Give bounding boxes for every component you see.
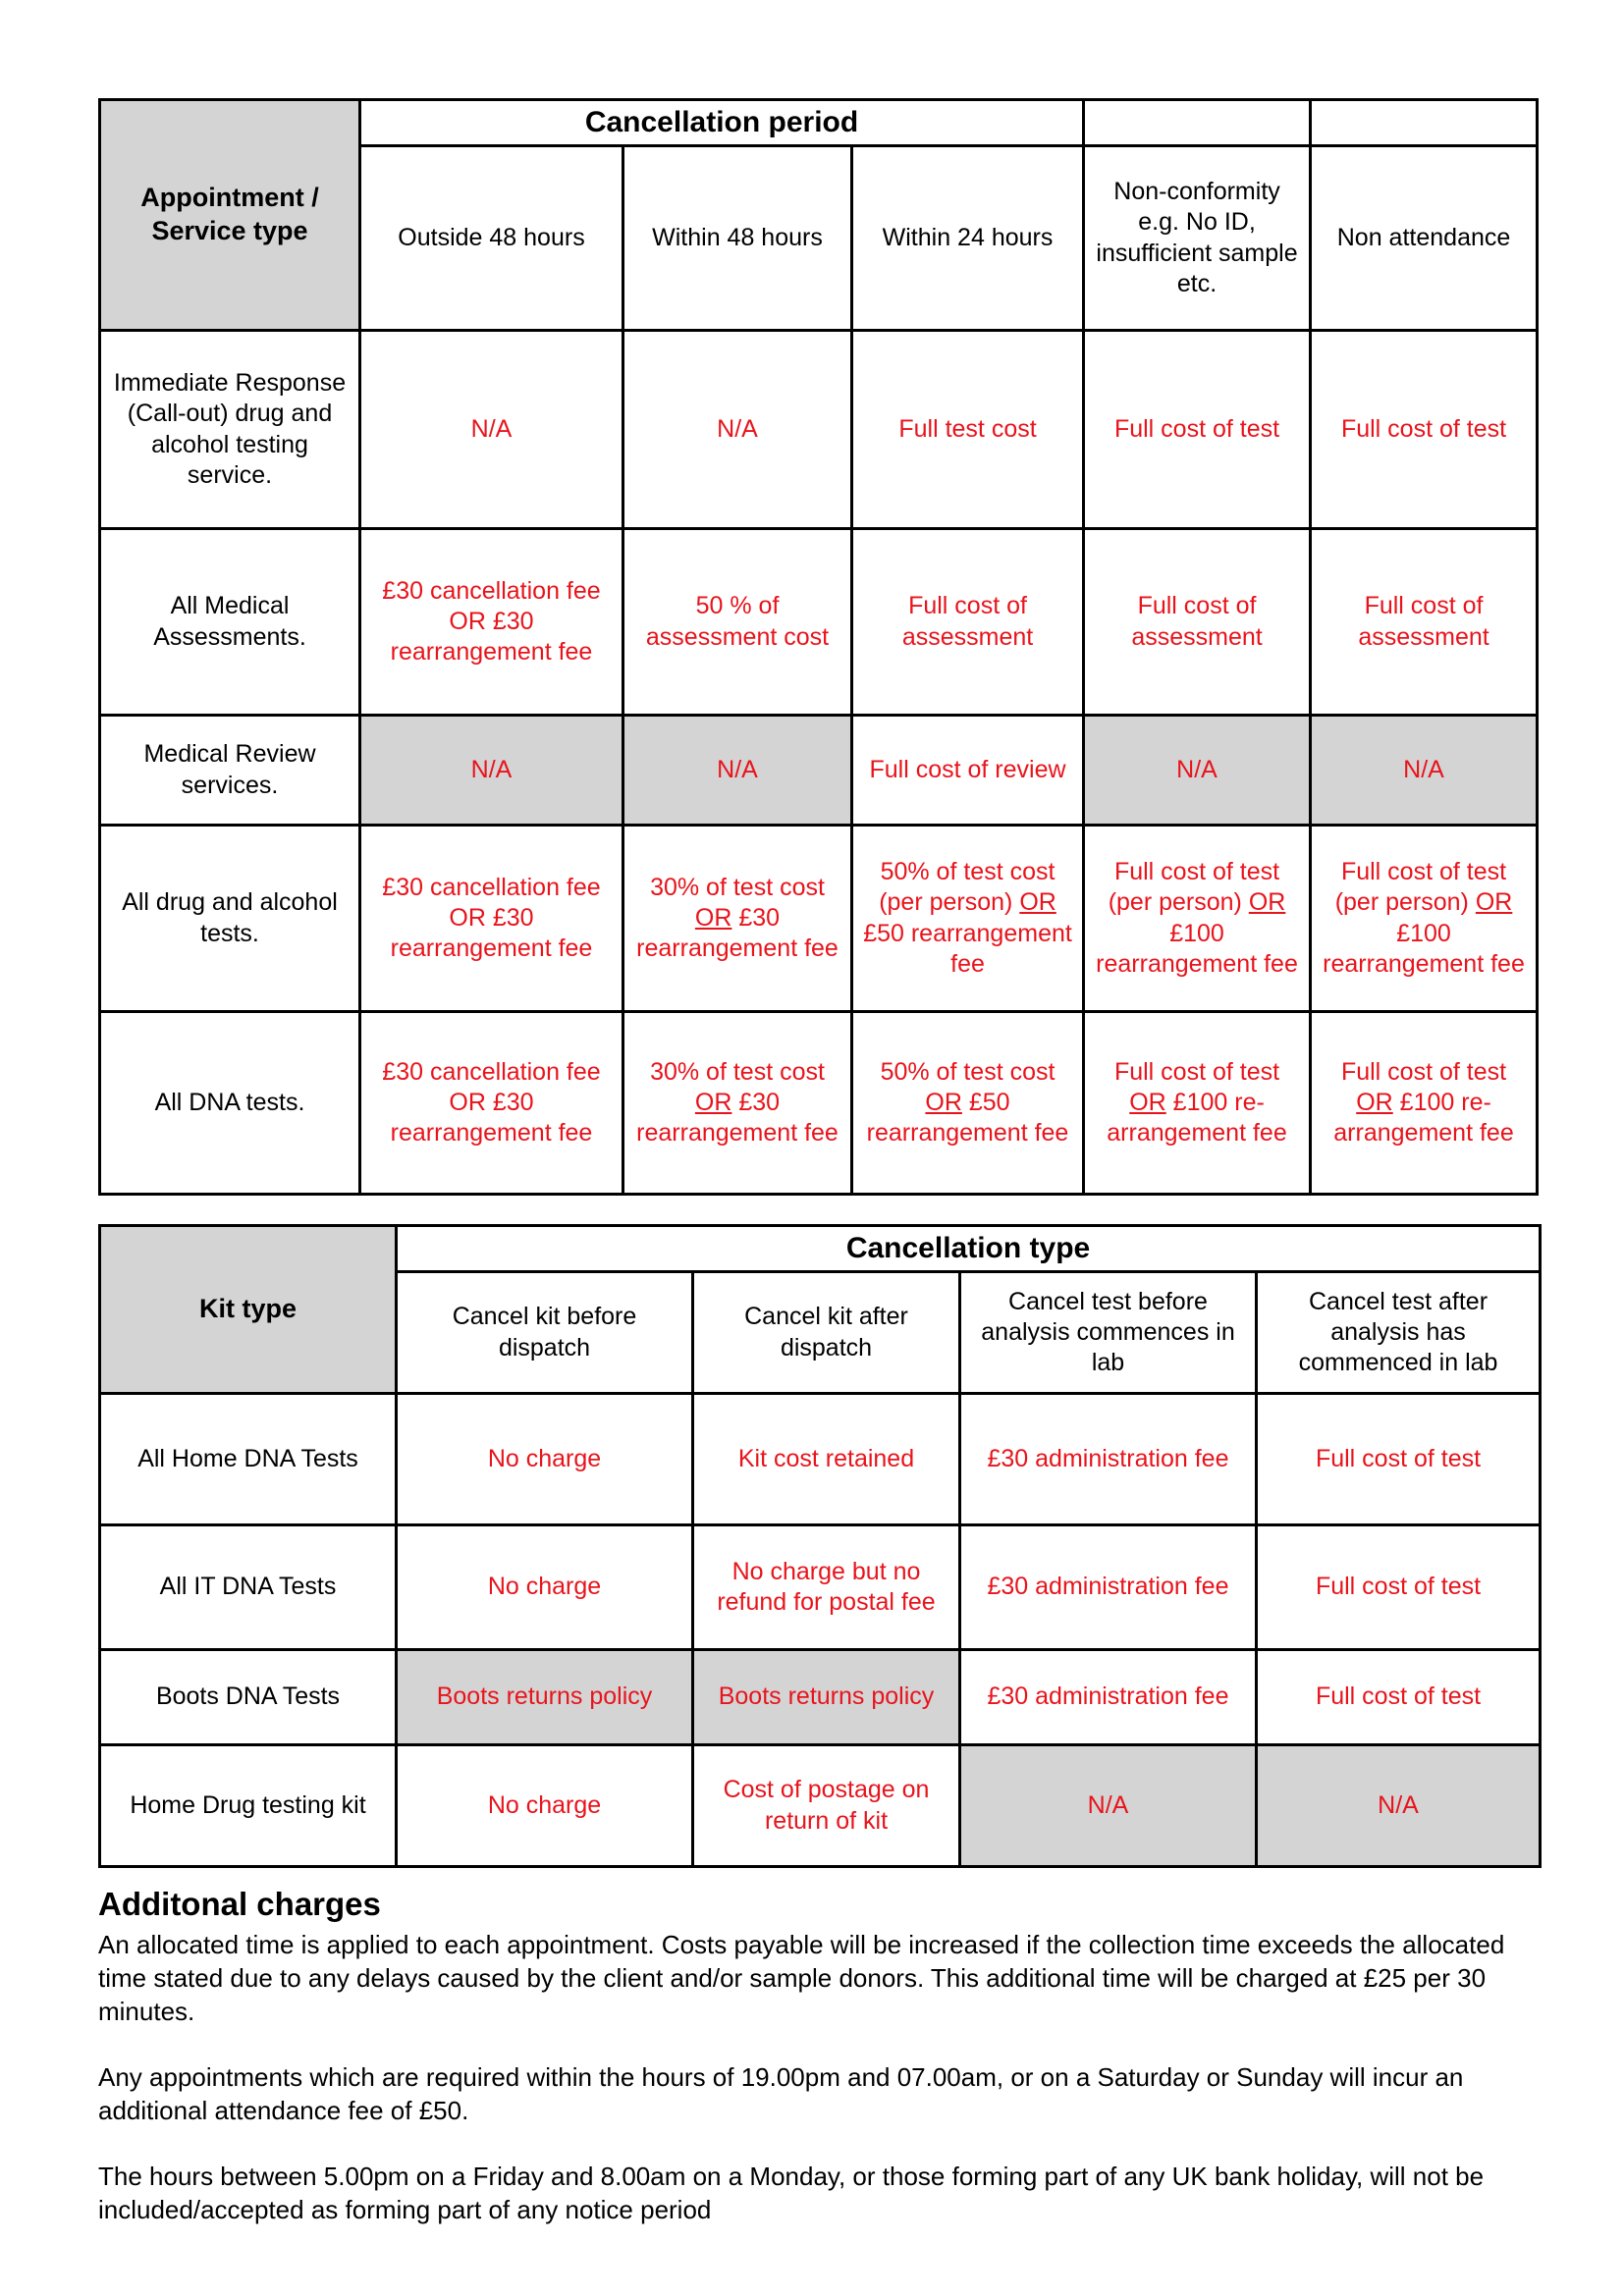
fee-cell: Boots returns policy xyxy=(397,1650,693,1745)
fee-cell: £30 cancellation fee OR £30 rearrangement fee xyxy=(360,1012,623,1195)
column-header: Non attendance xyxy=(1311,146,1538,331)
fee-cell: N/A xyxy=(1257,1745,1541,1867)
row-header: All Medical Assessments. xyxy=(100,529,360,716)
fee-cell: £30 cancellation fee OR £30 rearrangement fee xyxy=(360,529,623,716)
fee-cell: Full cost of assessment xyxy=(1084,529,1311,716)
fee-text: 30% of test cost xyxy=(650,873,825,901)
column-header: Non-conformity e.g. No ID, insufficient sample etc. xyxy=(1084,146,1311,331)
table-row xyxy=(100,331,1538,529)
fee-cell: N/A xyxy=(360,331,623,529)
fee-cell: Cost of postage on return of kit xyxy=(693,1745,960,1867)
table-row xyxy=(100,1745,1541,1867)
fee-text: £50 rearrangement fee xyxy=(866,1088,1069,1148)
column-header: Cancel test after analysis has commenced in lab xyxy=(1257,1272,1541,1394)
row-header: All Home DNA Tests xyxy=(100,1394,397,1525)
fee-cell xyxy=(623,826,852,1012)
fee-cell: N/A xyxy=(360,716,623,826)
fee-cell: £30 administration fee xyxy=(960,1394,1257,1525)
column-header: Within 24 hours xyxy=(852,146,1084,331)
fee-text: Full cost of test xyxy=(1340,1057,1507,1086)
fee-text: £30 rearrangement fee xyxy=(636,903,839,963)
fee-cell: N/A xyxy=(1084,716,1311,826)
fee-cell: Full cost of test xyxy=(1311,331,1538,529)
fee-text: £100 rearrangement fee xyxy=(1096,919,1298,978)
column-header: Outside 48 hours xyxy=(360,146,623,331)
row-header: Home Drug testing kit xyxy=(100,1745,397,1867)
fee-cell: N/A xyxy=(960,1745,1257,1867)
fee-cell: £30 administration fee xyxy=(960,1650,1257,1745)
fee-cell xyxy=(623,1012,852,1195)
fee-cell: N/A xyxy=(623,716,852,826)
row-header: All drug and alcohol tests. xyxy=(100,826,360,1012)
or-underlined: OR xyxy=(1248,888,1286,917)
cancellation-type-table xyxy=(98,1224,1542,1868)
fee-text: £100 re-arrangement fee xyxy=(1107,1088,1287,1148)
fee-text: £100 rearrangement fee xyxy=(1323,919,1525,978)
fee-text: £30 rearrangement fee xyxy=(636,1088,839,1148)
or-underlined: OR xyxy=(1356,1088,1393,1116)
table-row xyxy=(100,1525,1541,1650)
fee-cell: No charge xyxy=(397,1525,693,1650)
fee-cell: Full cost of test xyxy=(1257,1394,1541,1525)
additional-charges-section xyxy=(98,1887,1551,2259)
row-header: Boots DNA Tests xyxy=(100,1650,397,1745)
fee-cell: Boots returns policy xyxy=(693,1650,960,1745)
fee-text: Full cost of test xyxy=(1113,1057,1280,1086)
fee-text: 50% of test cost (per person) xyxy=(879,858,1056,917)
paragraph-out-of-hours: Any appointments which are required within the hours of 19.00pm and 07.00am, or on a Saturday or Sunday will incur an additional attendance fee of £50. xyxy=(98,2062,1464,2126)
row-header: Immediate Response (Call-out) drug and alcohol testing service. xyxy=(100,331,360,529)
table-row xyxy=(100,529,1538,716)
fee-cell xyxy=(1084,826,1311,1012)
fee-cell: Full test cost xyxy=(852,331,1084,529)
or-underlined: OR xyxy=(694,903,732,932)
kit-type-header: Kit type xyxy=(100,1226,397,1394)
table-row xyxy=(100,1394,1541,1525)
row-header: Medical Review services. xyxy=(100,716,360,826)
fee-text: £100 re-arrangement fee xyxy=(1333,1088,1514,1148)
row-header: All IT DNA Tests xyxy=(100,1525,397,1650)
fee-cell: N/A xyxy=(623,331,852,529)
table-row xyxy=(100,826,1538,1012)
cancellation-type-title: Cancellation type xyxy=(397,1226,1541,1272)
fee-cell xyxy=(1311,826,1538,1012)
fee-cell: No charge xyxy=(397,1394,693,1525)
cancellation-period-table xyxy=(98,98,1539,1196)
fee-cell: £30 cancellation fee OR £30 rearrangement fee xyxy=(360,826,623,1012)
fee-cell xyxy=(852,826,1084,1012)
fee-cell: Full cost of assessment xyxy=(1311,529,1538,716)
fee-cell xyxy=(852,1012,1084,1195)
paragraph-allocated-time: An allocated time is applied to each appointment. Costs payable will be increased if the collection time exceeds the allocated time stated due to any delays caused by the client and/or sample donors. This additional time will be charged at £25 per 30 minutes. xyxy=(98,1930,1505,2027)
or-underlined: OR xyxy=(925,1088,962,1116)
fee-cell: No charge but no refund for postal fee xyxy=(693,1525,960,1650)
fee-text: Full cost of test (per person) xyxy=(1334,858,1507,917)
fee-text: Full cost of test (per person) xyxy=(1108,858,1280,917)
column-header: Cancel kit before dispatch xyxy=(397,1272,693,1394)
paragraph-notice-period: The hours between 5.00pm on a Friday and 8.00am on a Monday, or those forming part of any UK bank holiday, will not be included/accepted as forming part of any notice period xyxy=(98,2162,1485,2225)
column-header: Within 48 hours xyxy=(623,146,852,331)
fee-text: 30% of test cost xyxy=(650,1057,825,1086)
fee-cell: Full cost of test xyxy=(1257,1525,1541,1650)
or-underlined: OR xyxy=(1019,888,1056,917)
fee-text: £50 rearrangement fee xyxy=(863,919,1072,978)
fee-cell: Full cost of test xyxy=(1257,1650,1541,1745)
cancellation-period-title: Cancellation period xyxy=(360,100,1084,146)
additional-charges-heading: Additonal charges xyxy=(98,1886,381,1922)
fee-cell: £30 administration fee xyxy=(960,1525,1257,1650)
blank-header-cell xyxy=(1084,100,1311,146)
or-underlined: OR xyxy=(1475,888,1513,917)
service-type-header: Appointment / Service type xyxy=(100,100,360,331)
fee-cell: Kit cost retained xyxy=(693,1394,960,1525)
fee-text: 50% of test cost xyxy=(880,1057,1056,1086)
column-header: Cancel kit after dispatch xyxy=(693,1272,960,1394)
fee-cell: 50 % of assessment cost xyxy=(623,529,852,716)
table-row xyxy=(100,716,1538,826)
or-underlined: OR xyxy=(1129,1088,1166,1116)
fee-cell: Full cost of test xyxy=(1084,331,1311,529)
blank-header-cell xyxy=(1311,100,1538,146)
table-row xyxy=(100,1650,1541,1745)
fee-cell xyxy=(1084,1012,1311,1195)
fee-cell xyxy=(1311,1012,1538,1195)
column-header: Cancel test before analysis commences in lab xyxy=(960,1272,1257,1394)
table-row xyxy=(100,1012,1538,1195)
fee-cell: No charge xyxy=(397,1745,693,1867)
fee-cell: N/A xyxy=(1311,716,1538,826)
fee-cell: Full cost of assessment xyxy=(852,529,1084,716)
row-header: All DNA tests. xyxy=(100,1012,360,1195)
fee-cell: Full cost of review xyxy=(852,716,1084,826)
or-underlined: OR xyxy=(694,1088,732,1116)
